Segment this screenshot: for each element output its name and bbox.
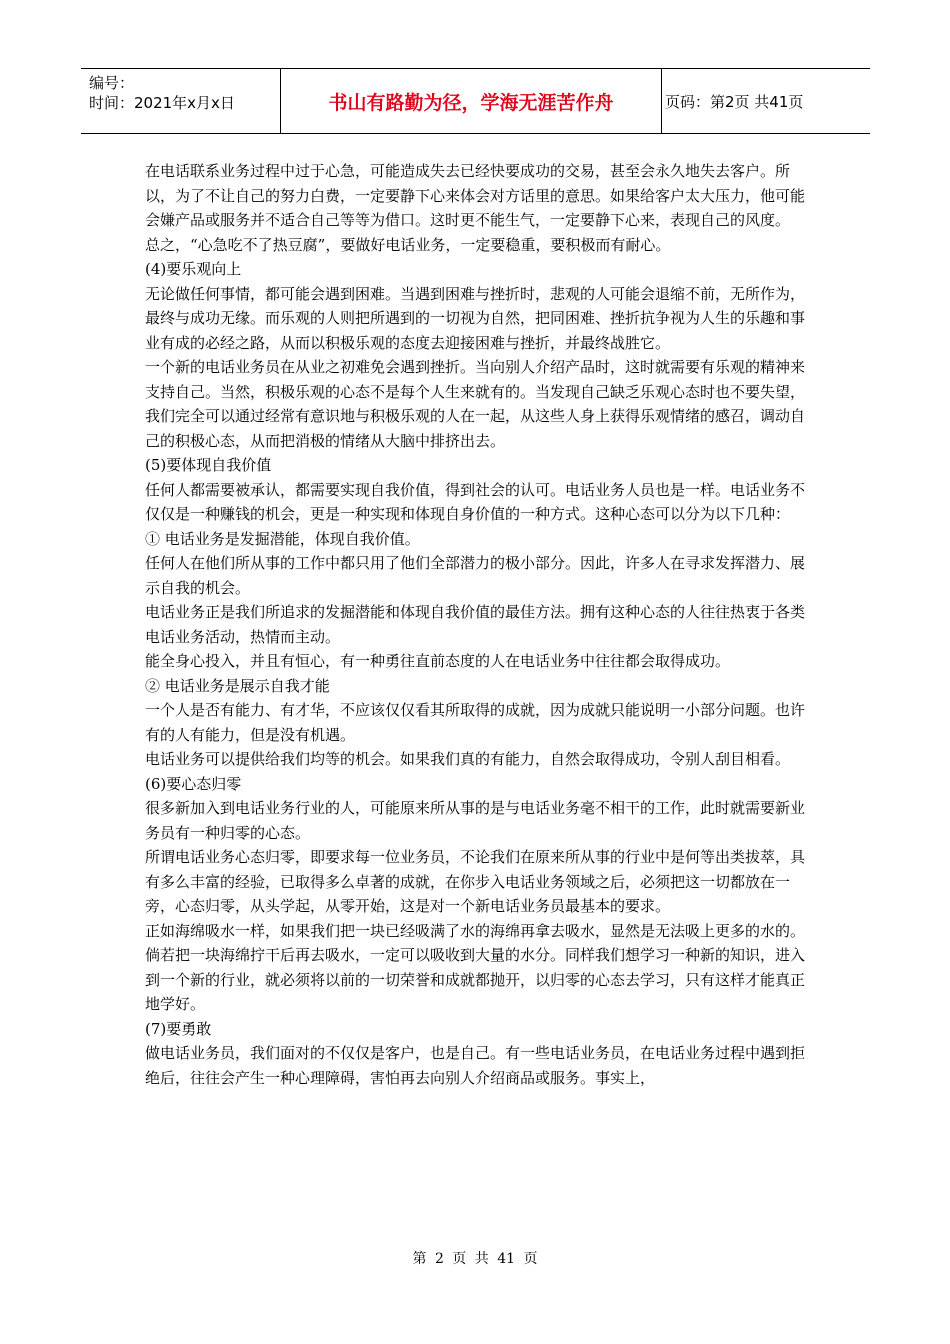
paragraph: 能全身心投入，并且有恒心，有一种勇往直前态度的人在电话业务中往往都会取得成功。 [145, 652, 731, 670]
header-page-info: 页码：第2页 共41页 [665, 92, 804, 111]
list-item: ② 电话业务是展示自我才能 [145, 676, 330, 695]
paragraph: 电话业务正是我们所追求的发掘潜能和体现自我价值的最佳方法。拥有这种心态的人往往热衷于各类电话业务活动，热情而主动。 [145, 603, 806, 646]
document-body [145, 159, 815, 1090]
list-item: ① 电话业务是发掘潜能，体现自我价值。 [145, 529, 420, 548]
page-header [81, 68, 870, 134]
paragraph: 正如海绵吸水一样，如果我们把一块已经吸满了水的海绵再拿去吸水，显然是无法吸上更多的水的。倘若把一块海绵拧干后再去吸水，一定可以吸收到大量的水分。同样我们想学习一种新的知识，进入到一个新的行业，就必须将以前的一切荣誉和成就都抛开，以归零的心态去学习，只有这样才能真正地学好。 [145, 921, 806, 1013]
header-page-info-cell [661, 69, 870, 133]
paragraph: 任何人都需要被承认，都需要实现自我价值，得到社会的认可。电话业务人员也是一样。电话业务不仅仅是一种赚钱的机会，更是一种实现和体现自身价值的一种方式。这种心态可以分为以下几种： [145, 480, 806, 523]
header-motto-cell [281, 69, 662, 133]
header-motto: 书山有路勤为径，学海无涯苦作舟 [328, 91, 614, 114]
header-meta [81, 69, 281, 133]
paragraph: 一个新的电话业务员在从业之初难免会遇到挫折。当向别人介绍产品时，这时就需要有乐观的精神来支持自己。当然，积极乐观的心态不是每个人生来就有的。当发现自己缺乏乐观心态时也不要失望，我们完全可以通过经常有意识地与积极乐观的人在一起，从这些人身上获得乐观情绪的感召，调动自己的积极心态，从而把消极的情绪从大脑中排挤出去。 [145, 358, 806, 450]
page-footer [0, 1248, 950, 1268]
paragraph: 一个人是否有能力、有才华，不应该仅仅看其所取得的成就，因为成就只能说明一小部分问题。也许有的人有能力，但是没有机遇。 [145, 701, 806, 744]
paragraph: 做电话业务员，我们面对的不仅仅是客户，也是自己。有一些电话业务员，在电话业务过程中遇到拒绝后，往往会产生一种心理障碍，害怕再去向别人介绍商品或服务。事实上， [145, 1044, 806, 1087]
document-date-label: 时间：2021年x月x日 [89, 94, 235, 112]
paragraph: 无论做任何事情，都可能会遇到困难。当遇到困难与挫折时，悲观的人可能会退缩不前，无所作为，最终与成功无缘。而乐观的人则把所遇到的一切视为自然，把同困难、挫折抗争视为人生的乐趣和事业有成的必经之路，从而以积极乐观的态度去迎接困难与挫折，并最终战胜它。 [145, 284, 806, 352]
paragraph: 总之，“心急吃不了热豆腐”，要做好电话业务，一定要稳重，要积极而有耐心。 [145, 235, 671, 254]
section-heading: (7)要勇敢 [145, 1019, 212, 1038]
paragraph: 所谓电话业务心态归零，即要求每一位业务员，不论我们在原来所从事的行业中是何等出类拔萃，具有多么丰富的经验，已取得多么卓著的成就，在你步入电话业务领域之后，必须把这一切都放在一旁，心态归零，从头学起，从零开始，这是对一个新电话业务员最基本的要求。 [145, 848, 806, 915]
paragraph: 电话业务可以提供给我们均等的机会。如果我们真的有能力，自然会取得成功，令别人刮目相看。 [145, 750, 791, 768]
footer-page-number: 第 2 页 共 41 页 [412, 1251, 538, 1267]
document-number-label: 编号： [89, 74, 135, 92]
section-heading: (4)要乐观向上 [145, 260, 242, 278]
paragraph: 在电话联系业务过程中过于心急，可能造成失去已经快要成功的交易，甚至会永久地失去客户。所以，为了不让自己的努力白费，一定要静下心来体会对方话里的意思。如果给客户太大压力，他可能会嫌产品或服务并不适合自己等等为借口。这时更不能生气，一定要静下心来，表现自己的风度。 [145, 162, 806, 229]
paragraph: 很多新加入到电话业务行业的人，可能原来所从事的是与电话业务毫不相干的工作，此时就需要新业务员有一种归零的心态。 [145, 799, 806, 842]
section-heading: (6)要心态归零 [145, 774, 242, 793]
paragraph: 任何人在他们所从事的工作中都只用了他们全部潜力的极小部分。因此，许多人在寻求发挥潜力、展示自我的机会。 [145, 554, 806, 597]
section-heading: (5)要体现自我价值 [145, 456, 272, 474]
